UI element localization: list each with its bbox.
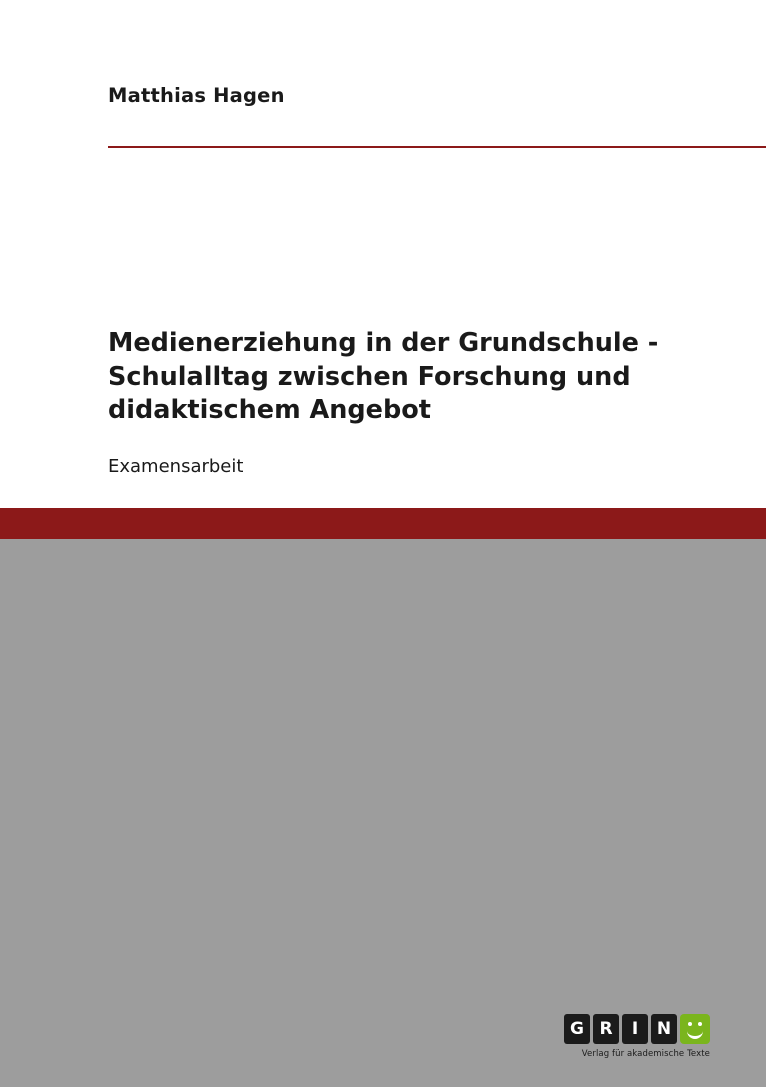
logo-letter-n: N [651, 1014, 677, 1044]
logo-letter-r: R [593, 1014, 619, 1044]
logo-letter-g: G [564, 1014, 590, 1044]
publisher-tagline: Verlag für akademische Texte [581, 1049, 710, 1059]
cover-header-zone [0, 0, 766, 508]
document-type-label: Examensarbeit [108, 456, 244, 477]
author-name: Matthias Hagen [108, 84, 285, 107]
smiley-eye-left-icon [688, 1022, 692, 1026]
smiley-mouth-icon [687, 1028, 703, 1039]
cover-body-zone [0, 539, 766, 1087]
header-divider [108, 146, 766, 148]
smiley-icon [680, 1014, 710, 1044]
publisher-logo [558, 1014, 710, 1059]
page-title: Medienerziehung in der Grundschule - Schulalltag zwischen Forschung und didaktischem Angebot [108, 328, 659, 426]
accent-band [0, 508, 766, 539]
publisher-logo-letters [558, 1014, 710, 1044]
smiley-eye-right-icon [698, 1022, 702, 1026]
logo-letter-i: I [622, 1014, 648, 1044]
